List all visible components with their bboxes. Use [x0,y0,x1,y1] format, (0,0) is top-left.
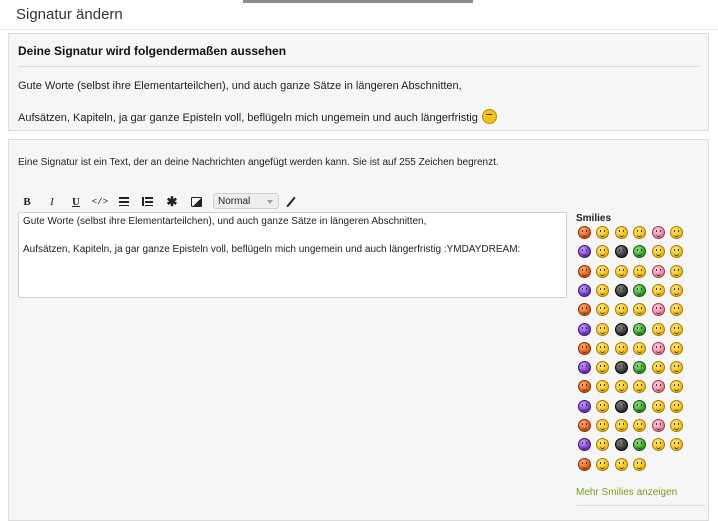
smiley-icon[interactable] [633,419,646,432]
smiley-icon[interactable] [633,323,646,336]
preview-line-2-text: Aufsätzen, Kapiteln, ja gar ganze Episteln voll, beflügeln mich ungemein und auch längerfristig [18,112,478,124]
smiley-icon[interactable] [615,380,628,393]
smiley-icon[interactable] [578,284,591,297]
smiley-icon[interactable] [633,342,646,355]
smiley-icon[interactable] [652,400,665,413]
smiley-icon[interactable] [596,265,609,278]
smiley-icon[interactable] [596,400,609,413]
signature-info-text: Eine Signatur ist ein Text, der an deine Nachrichten angefügt werden kann. Sie ist auf 255 Zeichen begrenzt. [18,157,499,168]
smiley-icon[interactable] [670,342,683,355]
smiley-icon[interactable] [670,380,683,393]
smiley-icon[interactable] [670,303,683,316]
smiley-icon[interactable] [615,265,628,278]
signature-preview-panel [8,33,709,131]
more-smilies-link[interactable]: Mehr Smilies anzeigen [576,487,678,498]
signature-editor-panel [8,139,709,521]
chevron-down-icon [267,200,273,204]
title-divider [0,29,718,30]
smiley-icon[interactable] [578,226,591,239]
daydream-smiley-icon [482,109,497,124]
smiley-icon[interactable] [578,342,591,355]
smiley-icon[interactable] [670,284,683,297]
smiley-icon[interactable] [596,438,609,451]
smiley-icon[interactable] [652,380,665,393]
smiley-icon[interactable] [652,438,665,451]
smiley-icon[interactable] [596,380,609,393]
smiley-icon[interactable] [578,265,591,278]
smiley-icon[interactable] [633,380,646,393]
preview-line-1-text: Gute Worte (selbst ihre Elementarteilchen), und auch ganze Sätze in längeren Abschnitten, [18,80,462,92]
page-title: Signatur ändern [16,6,123,23]
smiley-icon[interactable] [633,303,646,316]
smiley-icon[interactable] [615,284,628,297]
ordered-list-button[interactable] [139,193,157,211]
paragraph-style-value: Normal [218,196,251,207]
italic-button[interactable]: I [50,196,54,208]
smiley-icon[interactable] [578,323,591,336]
smiley-icon[interactable] [615,245,628,258]
preview-divider [18,66,699,67]
smilies-grid [577,226,705,483]
code-button[interactable]: </> [91,197,109,207]
smiley-icon[interactable] [596,361,609,374]
smiley-icon[interactable] [578,458,591,471]
smiley-icon[interactable] [596,342,609,355]
smiley-icon[interactable] [578,380,591,393]
smiley-icon[interactable] [633,245,646,258]
remove-format-button[interactable] [285,193,303,211]
smilies-heading: Smilies [576,213,612,224]
smiley-icon[interactable] [670,245,683,258]
smilies-divider [577,505,705,506]
smiley-icon[interactable] [596,284,609,297]
textarea-line-2: Aufsätzen, Kapiteln, ja gar ganze Episteln voll, beflügeln mich ungemein und auch längerfristig :YMDAYDREAM: [23,244,521,255]
smiley-icon[interactable] [578,438,591,451]
smiley-icon[interactable] [615,361,628,374]
preview-line-2 [18,109,497,124]
smiley-icon[interactable] [578,245,591,258]
smiley-icon[interactable] [615,303,628,316]
special-chars-button[interactable]: ✱ [166,194,178,209]
smiley-icon[interactable] [670,400,683,413]
preview-line-1 [18,80,462,92]
bullet-list-button[interactable] [115,193,133,211]
smiley-icon[interactable] [596,303,609,316]
smiley-icon[interactable] [652,245,665,258]
smiley-icon[interactable] [652,323,665,336]
smiley-icon[interactable] [615,458,628,471]
smiley-icon[interactable] [596,226,609,239]
smiley-icon[interactable] [578,303,591,316]
smiley-icon[interactable] [670,419,683,432]
smiley-icon[interactable] [596,245,609,258]
preview-heading: Deine Signatur wird folgendermaßen aussehen [18,44,287,58]
smiley-icon[interactable] [652,284,665,297]
smiley-icon[interactable] [633,284,646,297]
smiley-icon[interactable] [615,226,628,239]
smiley-icon[interactable] [578,400,591,413]
smiley-icon[interactable] [633,458,646,471]
smiley-icon[interactable] [615,400,628,413]
smiley-icon[interactable] [652,303,665,316]
smiley-icon[interactable] [652,361,665,374]
smiley-icon[interactable] [670,226,683,239]
top-scroll-indicator [243,0,473,3]
smiley-icon[interactable] [596,458,609,471]
smiley-icon[interactable] [652,342,665,355]
smiley-icon[interactable] [670,361,683,374]
bold-button[interactable]: B [23,196,31,208]
smiley-icon[interactable] [596,419,609,432]
smiley-icon[interactable] [615,342,628,355]
smiley-icon[interactable] [615,323,628,336]
smiley-icon[interactable] [670,265,683,278]
underline-button[interactable]: U [72,196,80,208]
smiley-icon[interactable] [633,361,646,374]
textarea-line-1: Gute Worte (selbst ihre Elementarteilchen), und auch ganze Sätze in längeren Abschnitten, [23,216,427,227]
smiley-icon[interactable] [615,419,628,432]
smiley-icon[interactable] [633,265,646,278]
signature-textarea[interactable] [18,212,567,298]
smiley-icon[interactable] [652,419,665,432]
smiley-icon[interactable] [670,438,683,451]
paragraph-style-select[interactable] [213,193,279,209]
smiley-icon[interactable] [578,419,591,432]
smiley-icon[interactable] [652,265,665,278]
smiley-icon[interactable] [596,323,609,336]
smiley-icon[interactable] [633,226,646,239]
smiley-icon[interactable] [670,323,683,336]
smiley-icon[interactable] [633,400,646,413]
insert-image-button[interactable] [187,193,205,211]
smiley-icon[interactable] [578,361,591,374]
smiley-icon[interactable] [652,226,665,239]
smiley-icon[interactable] [615,438,628,451]
smiley-icon[interactable] [633,438,646,451]
